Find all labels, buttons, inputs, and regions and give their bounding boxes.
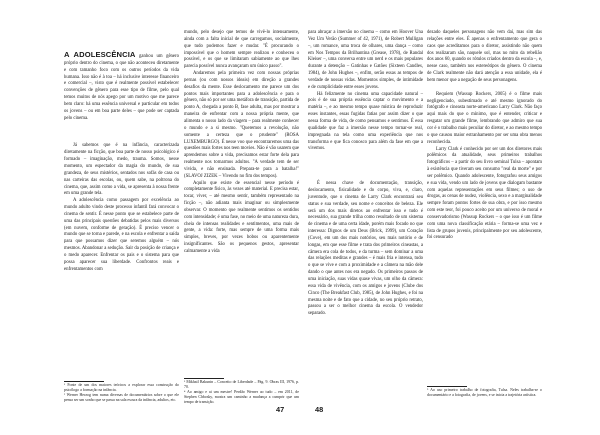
footnote-rule xyxy=(64,381,104,382)
paragraph: Andaremos pela primeira vez com nossas próprias pernas (ou com nossos ideais) em direção a grandes desafios da mente. Esse deslocamento me parece um dos pontos mais importantes para a adolescência e para o gênero, não só por ser uma metáfora de transição, partida de ponto A, chegada a ponto B, fase adulta, mas por mostrar a maneira de enfrentar com a nossa própria mente, que alimenta o nosso lado da viagem – para realmente conhecer o mundo e a si mesmo. "Queremos a revolução, não somente a certeza que o prudente" (ROSA LUXEMBURGO). É nesse voo que encontraremos uma das questões mais fortes nos teen movies. Não é vão usarem que aprendemos sobre a vida, precisamos estar forte dela para realmente nos tornarmos adultos. "A verdade tem de ser vivida, e não ensinada. Prepara-te para a batalha!" (SLAVOJ ZIZEK – Vivendo no fim dos tempos). xyxy=(184,71,299,179)
footnote: ⁴ Ao amigo e ai um mestre! Perdão Werner ao tudo – em 2011, de Stephen Chbosky, mostra um caminho a mudança a cumprir que um tempo de transição. xyxy=(184,390,299,405)
paragraph: Já sabemos que é na infância, caracterizada diretamente na ficção, que boa parte de nosso psicológico é formado – imaginação, medo, trauma. Somos, nesse momento, um espectador da magia do mundo, de sua grandeza, de seus mistérios, sentados nos sofás de casa ou nas carteiras das escolas, ou, quem sabe, na poltrona do cinema, que, assim como a vida, se apresenta à nossa frente em uma grande tela. xyxy=(64,143,179,197)
opening-paragraph xyxy=(64,52,179,122)
opening-paragraph-text: ganhou um gênero próprio dentro do cinema, o que não aconteceu diretamente e com tamanho foco com os outros períodos da vida humana. Isso não é à toa – há inclusive interesse financeiro e comercial –, visto que é realmente possível estabelecer convenções de gênero para esse tipo de filme, pelo qual temos muitos de nós apego por um motivo que me parece bem claro: há uma essência universal e particular em todos os jovens – ou em boa parte deles – que pode ser captada pelo cinema. xyxy=(64,54,179,121)
paragraph: para abraçar a imersão no cinema – como em Hoover Una Vez Um Verão (Summer of 42, 1971), de Robert Mulligan –, um romance, uma troca de olhares, uma dança – como em Nos Tempos da Brilhantina (Grease, 1978), de Randal Kleiser –, uma conversa entre um nerd e os mais populares durante a detenção – Gatinhas e Gatões (Sixteen Candles, 1984), de John Hughes –, enfim, serão essas as tempos de verdade de nossas vidas. Momentos simples, de intimidade e de cumplicidade entre esses jovens. xyxy=(308,30,423,90)
right-column-1 xyxy=(308,30,423,318)
paragraph: mundo, pelo desejo que temos de vivê-lo intensamente, ainda com a falta inicial de que carregamos, socialmente, que tudo podemos fazer e mudar. "É procurando o impossível que o homem sempre realizou e conheceu o possível, e os que se limitaram sabiamente ao que lhes parecia possível nunca avançaram um único passo". xyxy=(184,30,299,70)
paragraph: dezado daqueles personagens não vem daí, mas sim das relações entre eles. É apenas o enfrentamento que gera o caos que acreditamos para o diretor, assistindo não quem dos realizaram são, naquele sol, mas no mito da rebelião dos anos 60, quando os rótulos criados dentro da escola –, e, nesse caso, também nos estereótipos do gênero. O cinema de Clark realmente não dará atenção a essa unidade, ela é bem menor que a negação de seus personagens. xyxy=(427,30,542,83)
footnote: ⁵ Ao uso primeiro trabalho de fotografia, Tulsa. Neles trabalha-se o documentário e a fotografia, de jovens, e se inicia a trajetória artística. xyxy=(427,388,542,398)
paragraph: A adolescência como passagem por excelência ao mundo adulto vindo deste processo infantil fará convocar o cinema de sentir. É nesse ponto que se estabelece parte de uma das principais questões debatidas pelos mais diversos (em nuvem, conforme de geração). É preciso vencer o mundo que se torna e parede, e na escola e enfrentar a saída para que possamos dizer que seremos alguém – nós mesmos. Abandonar a sedução. Sair da posição de criança e o medo aparecer. Enfrentar os pais e o sistema para que possa aparecer sua liberdade. Confrontos reais e enfrentamentos com xyxy=(64,198,179,272)
left-column-1 xyxy=(64,52,179,273)
paragraph: Aquilo que existe de essencial nesse período é completamente físico, às vezes até material. E precisa estar, tocar, viver, – até mesmo sentir, também representado na ficção –, não adianta mais imaginar ou simplesmente observar. O momento que realmente sentimos os sentidos com intensidade; é uma fase, no meio de uma natureza dura, cheia de intensas realidades e sentimentos, uma mais de gente, a vida: forte, mas sempre de uma forma mais simples, breves, por vezes bobos ou aparentemente insignificantes. São os pequenos gestos, apresentar calmamente a vida xyxy=(184,180,299,254)
footnote: ¹ Fonte de um dos maiores teóricos a explorar essa construção do psicólogo a formação na infância. xyxy=(64,383,179,393)
paragraph: Há felizmente no cinema uma capacidade natural – pois é de sua própria essência captar o movimento e a matéria –, e ao mesmo tempo quase mística de reproduzir esses instantes, essas fugidas fatias por assim dizer o que nessa forma de vida, de como pensamos e sentimos. É essa qualidade que faz a imersão nesse tempo tornar-se real, impregnada na tela como uma experiência que nos transforma e que fica conosco para além da fase em que a vivemos. xyxy=(308,91,423,152)
page-number-right: 48 xyxy=(315,405,324,414)
paragraph: Larry Clark é conhecido por ser um dos diretores mais polêmicos da atualidade, seus primeiros trabalhos fotográficos – a partir do seu livro seminal Tulsa – apontam à existência que tiveram seu consumo "real da morte" e por ser polêmico. Quando adolescente, fotografou seus amigos e sua vida, vendo um lado de jovens que dialogam bastante com aquelas representações em seus filmes; o uso de drogas, as cenas de nudez, violência, sexo e a marginalidade sempre foram pontos fortes de sua obra, e por isso mesmo com este teor, foi pouco aceito por um universo de moral e conservadorismo (Wassup Rockers – o que isso é um filme com uma nova classificação etária – forma-se uma vez e lista de grupos juvenis, principalmente por seu adolescente, foi censurado xyxy=(427,146,542,241)
footnotes-column-4 xyxy=(427,388,542,398)
paragraph: É nessa chave de documentação, transição, deslocamento, fisicalidade e do corpo, viva, e, claro, juventude, que o cinema de Larry Clark encontrará seu status e sua verdade, seu nome e conceitos de beleza. Ele será um dos mais diretos ao enfrentar isso e tudo é necessário, sua grande trilha como resultado de um sistema de cinema e de uma certa idade, porém mais focado no que interessa: Dignos de um Deus (Brick, 1999), um Coração (Cove), em um dos mais notórios, seu mais notório e de longas, em que esse filme e trata dos primeiros cineastas, a câmera era cola de todos, e da turma – sem dominar a uma das relações meditas e grandes – é mais fria e intensa, tudo o que se vive e com a proximidade e a câmera na mão dele dando o que antes nos era negado. Os primeiros passos de uma iniciação, suas vidas quase vivas, um olho da câmera: essa vida de vivência, com os amigos e jovens (Clube dos Cinco (The Breakfast Club, 1985), de John Hughes, e foi na mesma noite e de fato que a cidade, no seu próprio retrato, passou a ser o melhor cinema da escola. O vendedor separado. xyxy=(308,181,423,317)
page-number-left: 47 xyxy=(276,405,285,414)
left-column-2 xyxy=(184,30,299,256)
footnotes-column-1 xyxy=(64,383,179,403)
right-column-2 xyxy=(427,30,542,242)
paragraph: Requiem (Wassup Rockers, 2005) é o filme mais negligenciado, subestimado e até mesmo ignorado do fotógrafo e cineasta norte-americano Larry Clark. Não faço aqui mais do que o mínimo, que é entender, criticar e resgatar um grande filme, lembrando que admiro que sua cor é o trabalho mais peculiar do diretor, e ao mesmo tempo o que causou maior estranhamento por ser uma obra menos reconhecida. xyxy=(427,91,542,145)
footnote: ³ Mikhail Bakunin – Conceito de Liberdade – Pág. 9. Obras III, 1976, p. 70. xyxy=(184,380,299,390)
footnote-rule xyxy=(184,378,224,379)
drop-heading: A ADOLESCÊNCIA xyxy=(64,50,136,59)
footnote: ² Werner Herzog tem numa diversas de documentários sobre o que ele pensa ser um sonho que se passa na sala escura da infância, adultos, etc. xyxy=(64,393,179,403)
footnote-rule xyxy=(427,386,467,387)
footnotes-column-2 xyxy=(184,380,299,405)
